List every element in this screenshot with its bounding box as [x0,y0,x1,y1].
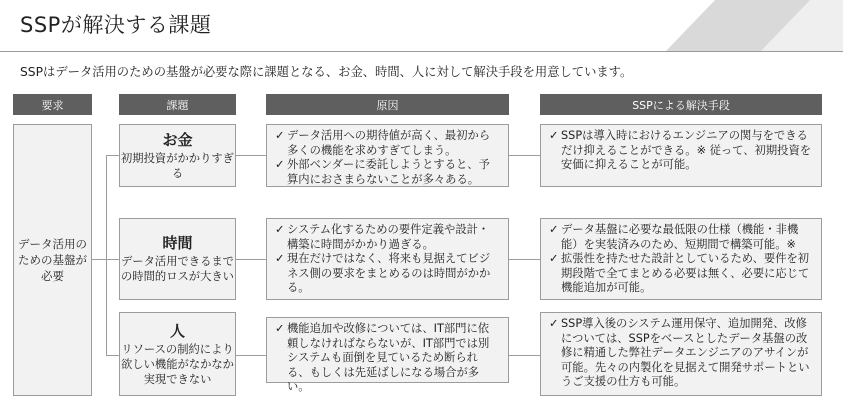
connector-line [509,155,540,156]
solution-box-money [540,124,822,187]
list-item: ✓ システム化するための要件定義や設計・構築に時間がかかり過ぎる。 [275,223,490,251]
solution-box-time [540,218,822,300]
cause-box-time [266,218,509,300]
connector-line [236,355,266,356]
issue-title: 人 [169,321,185,340]
issue-box-money [119,124,236,187]
page-title: SSPが解決する課題 [20,13,212,37]
list-item: ✓ SSP導入後のシステム運用保守、追加開発、改修については、SSPをベースとしたデータ基盤の改修に精通した弊社データエンジニアのアサインが可能。先々の内製化を見据えて開発サポートというご支援の仕方も可能。 [549,317,810,389]
header-decoration [610,0,843,52]
connector-line [236,155,266,156]
connector-line [509,355,540,356]
column-header-issue: 課題 [119,94,236,115]
issue-box-people [119,312,236,396]
connector-line [106,155,119,156]
list-item: ✓ データ基盤に必要な最低限の仕様（機能・非機能）を実装済みのため、短期間で構築可能。※ [549,223,799,251]
check-icon: ✓ [275,223,285,236]
connector-line [106,155,107,355]
list-item: ✓ 外部ベンダーに委託しようとすると、予算内におさまらないことが多々ある。 [275,158,490,186]
check-icon: ✓ [549,223,559,236]
issue-description: データ活用できるまでの時間的ロスが大きい [121,255,234,283]
column-header-cause: 原因 [266,94,509,115]
check-icon: ✓ [275,158,285,172]
requirement-box [13,124,92,396]
column-header-solution: SSPによる解決手段 [540,94,822,115]
connector-line [509,259,540,260]
list-item: ✓ 現在だけではなく、将来も見据えてビジネス側の要求をまとめるのは時間がかかる。 [275,252,491,295]
issue-title: 時間 [162,234,193,252]
check-icon: ✓ [275,252,285,266]
solution-box-people [540,312,822,396]
page-subtitle: SSPはデータ活用のための基盤が必要な際に課題となる、お金、時間、人に対して解決手段を用意しています。 [20,65,633,79]
list-item: ✓ 拡張性を持たせた設計としているため、要件を初期段階で全てまとめる必要は無く、必要に応じて機能追加が可能。 [549,252,810,295]
connector-line [106,355,119,356]
cause-box-people [266,317,509,394]
requirement-text: データ活用のための基盤が必要 [18,237,87,283]
check-icon: ✓ [549,252,559,266]
list-item: ✓ 機能追加や改修については、IT部門に依頼しなければならないが、IT部門では別システムも面倒を見ているため断られる、もしくは先延ばしになる場合が多い。 [275,322,490,394]
check-icon: ✓ [549,317,559,330]
cause-box-money [266,124,509,187]
issue-title: お金 [162,130,193,149]
column-header-requirement: 要求 [13,94,92,115]
title-divider [0,51,843,52]
connector-line [92,259,106,260]
check-icon: ✓ [275,322,285,335]
issue-box-time [119,218,236,300]
list-item: ✓ データ活用への期待値が高く、最初から多くの機能を求めすぎてしまう。 [275,129,491,157]
connector-line [106,259,119,260]
issue-description: 初期投資がかかりすぎる [121,151,234,180]
list-item: ✓ SSPは導入時におけるエンジニアの関与をできるだけ抑えることができる。※ 従って、初期投資を安価に抑えることが可能。 [549,129,812,172]
connector-line [236,259,266,260]
check-icon: ✓ [275,129,285,142]
issue-description: リソースの制約により欲しい機能がなかなか実現できない [121,342,234,386]
check-icon: ✓ [549,129,559,142]
